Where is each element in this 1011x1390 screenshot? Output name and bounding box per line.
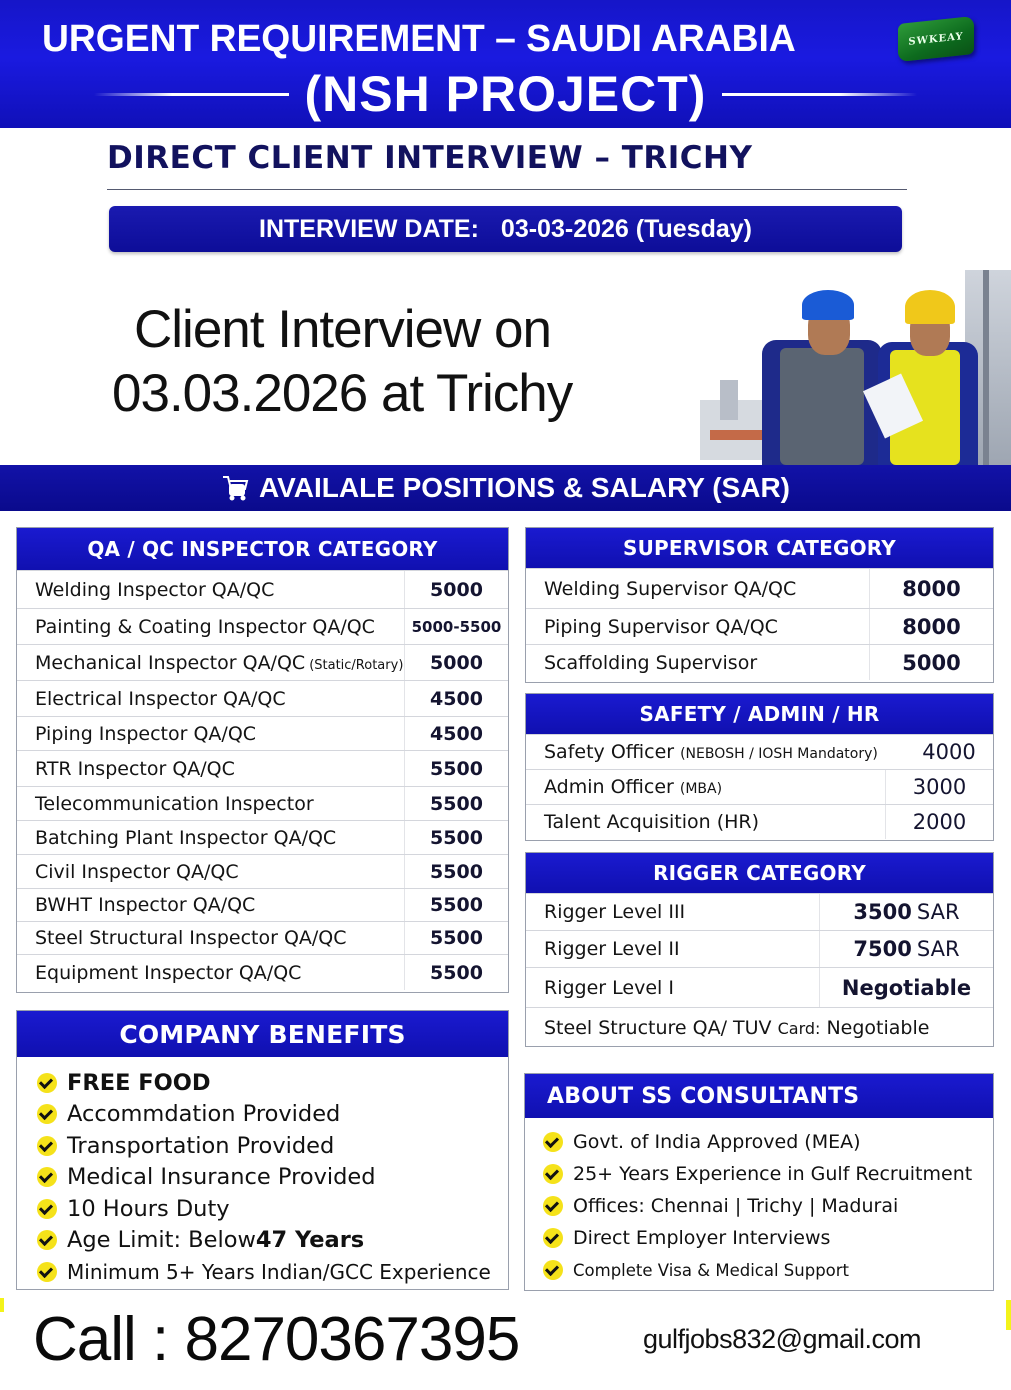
check-icon — [543, 1196, 563, 1216]
table-row — [526, 644, 993, 680]
table-row — [526, 893, 993, 930]
table-row — [526, 769, 993, 804]
position-name: Piping Inspector QA/QC — [35, 722, 257, 745]
position-name: Rigger Level III — [544, 901, 686, 923]
salary-value: 5500 — [404, 889, 508, 921]
decorative-rule-left — [94, 93, 289, 96]
salary-value: 7500 SAR — [819, 931, 993, 967]
position-name: BWHT Inspector QA/QC — [35, 894, 256, 916]
salary-value: 5000 — [404, 645, 508, 680]
position-name: Mechanical Inspector QA/QC (Static/Rotary) — [35, 651, 404, 674]
check-icon — [37, 1262, 57, 1282]
check-icon — [543, 1164, 563, 1184]
interview-date-value: 03-03-2026 (Tuesday) — [500, 214, 752, 243]
about-header: ABOUT SS CONSULTANTS — [525, 1074, 993, 1118]
salary-value: 2000 — [885, 805, 993, 839]
position-name: RTR Inspector QA/QC — [35, 757, 235, 780]
position-name: Batching Plant Inspector QA/QC — [35, 826, 337, 849]
salary-value: Negotiable — [819, 968, 993, 1007]
table-row — [526, 734, 993, 769]
position-name: Welding Supervisor QA/QC — [544, 577, 797, 600]
hero-line-2: 03.03.2026 at Trichy — [112, 364, 573, 423]
about-item: Direct Employer Interviews — [543, 1222, 993, 1254]
about-item: Offices: Chennai | Trichy | Madurai — [543, 1190, 993, 1222]
position-name: Talent Acquisition (HR) — [544, 811, 760, 833]
table-row — [526, 930, 993, 967]
salary-value: 5000 — [404, 571, 508, 608]
project-title: (NSH PROJECT) — [304, 66, 707, 122]
table-row — [17, 716, 508, 750]
salary-value: 4000 — [922, 740, 976, 764]
email-address[interactable]: gulfjobs832@gmail.com — [643, 1324, 922, 1354]
decorative-mark — [0, 1298, 4, 1312]
position-name: Equipment Inspector QA/QC — [35, 961, 302, 984]
salary-value: 5500 — [404, 821, 508, 854]
position-name: Steel Structural Inspector QA/QC — [35, 927, 347, 949]
table-row — [17, 680, 508, 716]
table-row — [17, 608, 508, 644]
position-name: Rigger Level I — [544, 976, 674, 999]
position-name: Admin Officer (MBA) — [544, 776, 723, 798]
salary-value: 3500 SAR — [819, 894, 993, 930]
safety-admin-hr-table — [525, 693, 994, 841]
table-row — [526, 804, 993, 839]
supervisor-table — [525, 527, 994, 683]
salary-value: 5500 — [404, 855, 508, 888]
check-icon — [37, 1136, 57, 1156]
supervisor-table-header: SUPERVISOR CATEGORY — [526, 528, 993, 568]
position-name: Scaffolding Supervisor — [544, 651, 758, 674]
benefit-item: 10 Hours Duty — [37, 1193, 508, 1225]
benefit-item: Accommdation Provided — [37, 1099, 508, 1131]
salary-value: 5500 — [404, 787, 508, 820]
qaqc-inspector-table — [16, 527, 509, 993]
top-banner — [0, 0, 1011, 128]
about-item: Govt. of India Approved (MEA) — [543, 1126, 993, 1158]
position-name: Welding Inspector QA/QC — [35, 578, 275, 601]
benefit-item: Medical Insurance Provided — [37, 1162, 508, 1194]
position-name: Telecommunication Inspector — [35, 792, 314, 815]
table-row — [17, 888, 508, 921]
benefit-item: Age Limit: Below 47 Years — [37, 1225, 508, 1257]
table-row — [17, 750, 508, 786]
divider — [107, 189, 907, 190]
table-row — [526, 568, 993, 608]
decorative-mark — [1006, 1300, 1011, 1330]
about-consultants-panel — [524, 1073, 994, 1291]
check-icon — [37, 1167, 57, 1187]
check-icon — [37, 1230, 57, 1250]
salary-value: 5500 — [404, 955, 508, 990]
check-icon — [37, 1199, 57, 1219]
table-row — [526, 967, 993, 1007]
check-icon — [37, 1073, 57, 1093]
about-item: Complete Visa & Medical Support — [543, 1254, 993, 1286]
check-icon — [543, 1228, 563, 1248]
position-name: Rigger Level II — [544, 938, 680, 960]
table-row — [17, 786, 508, 820]
call-number[interactable]: Call : 8270367395 — [33, 1305, 520, 1374]
rigger-table — [525, 852, 994, 1047]
cart-icon — [221, 475, 249, 501]
table-row — [17, 570, 508, 608]
benefit-item: FREE FOOD — [37, 1067, 508, 1099]
rigger-table-header: RIGGER CATEGORY — [526, 853, 993, 893]
banner-title: URGENT REQUIREMENT – SAUDI ARABIA — [42, 18, 796, 60]
hero-headline — [112, 298, 672, 426]
banner-subtitle-row — [0, 66, 1011, 122]
salary-value: 5000 — [869, 645, 993, 680]
salary-value: 4500 — [404, 681, 508, 716]
check-icon — [543, 1260, 563, 1280]
table-row — [17, 854, 508, 888]
check-icon — [37, 1104, 57, 1124]
salary-value: 5500 — [404, 751, 508, 786]
salary-value: 5000-5500 — [404, 609, 508, 644]
interview-date-bar — [109, 206, 902, 252]
salary-value: 8000 — [869, 569, 993, 608]
check-icon — [543, 1132, 563, 1152]
position-name: Piping Supervisor QA/QC — [544, 615, 778, 638]
benefit-item: Transportation Provided — [37, 1130, 508, 1162]
salary-value: 4500 — [404, 717, 508, 750]
benefits-header: COMPANY BENEFITS — [17, 1011, 508, 1057]
saudi-flag-icon: SWKEAY — [898, 16, 974, 62]
position-name: Safety Officer (NEBOSH / IOSH Mandatory) — [544, 741, 878, 763]
table-row — [526, 608, 993, 644]
positions-title: AVAILALE POSITIONS & SALARY (SAR) — [259, 472, 790, 503]
table-row — [17, 644, 508, 680]
safety-table-header: SAFETY / ADMIN / HR — [526, 694, 993, 734]
company-benefits-panel — [16, 1010, 509, 1290]
decorative-rule-right — [722, 93, 917, 96]
salary-value: 3000 — [885, 770, 993, 804]
salary-value: 5500 — [404, 922, 508, 954]
benefit-item: Minimum 5+ Years Indian/GCC Experience — [37, 1256, 508, 1288]
about-item: 25+ Years Experience in Gulf Recruitment — [543, 1158, 993, 1190]
table-row — [17, 954, 508, 990]
salary-value: 8000 — [869, 609, 993, 644]
table-row — [17, 820, 508, 854]
position-name: Electrical Inspector QA/QC — [35, 687, 286, 710]
rigger-footer-row: Steel Structure QA/ TUV Card: Negotiable — [526, 1007, 993, 1047]
engineers-photo — [700, 270, 1011, 465]
interview-date-label: INTERVIEW DATE: — [259, 214, 479, 243]
table-row — [17, 921, 508, 954]
qaqc-table-header: QA / QC INSPECTOR CATEGORY — [17, 528, 508, 570]
hero-line-1: Client Interview on — [134, 300, 551, 359]
position-name: Painting & Coating Inspector QA/QC — [35, 615, 375, 638]
subheading: DIRECT CLIENT INTERVIEW – TRICHY — [107, 140, 753, 176]
position-name: Civil Inspector QA/QC — [35, 860, 239, 883]
positions-banner — [0, 465, 1011, 511]
